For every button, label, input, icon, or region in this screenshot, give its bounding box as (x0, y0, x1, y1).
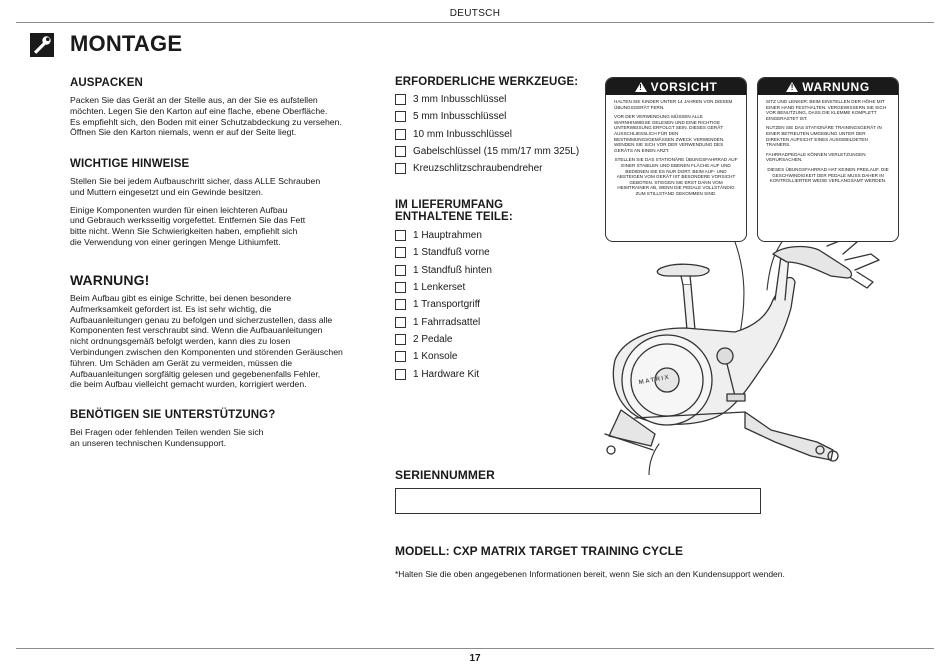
part-item (395, 296, 595, 313)
checkbox[interactable] (395, 230, 406, 241)
footer-rule (16, 648, 934, 649)
part-label: 1 Transportgriff (413, 299, 481, 311)
parts-heading-line: IM LIEFERUMFANG (395, 199, 504, 211)
checkbox[interactable] (395, 129, 406, 140)
text-line: Beim Aufbau gibt es einige Schritte, bei denen besondere (70, 293, 292, 303)
section-auspacken (70, 77, 370, 138)
checkbox[interactable] (395, 317, 406, 328)
part-label: 1 Hardware Kit (413, 368, 480, 380)
text-line: bitte nicht. Wenn Sie Schwierigkeiten haben, empfiehlt sich (70, 226, 298, 237)
tool-item (395, 91, 595, 108)
caution-title: VORSICHT (650, 79, 718, 94)
part-item (395, 262, 595, 279)
checkbox[interactable] (395, 265, 406, 276)
checkbox[interactable] (395, 163, 406, 174)
checkbox[interactable] (395, 146, 406, 157)
caution-para: STELLEN SIE DAS STATIONÄRE ÜBUNGSFAHRRAD AUF EINER STABILEN UND EBENEN FLÄCHE AUF UND BEDIENEN SIE ES NUR DORT. BEIM AUF- UND ABSTEIGEN VOM GERÄT IST BESONDERE VORSICHT GEBOTEN. STEIGEN SIE ERST DANN VOM HEIMTRAINER AB, WENN DIE PEDALE VOLLSTÄNDIG ZUM STILLSTAND GEKOMMEN SIND. (614, 157, 738, 196)
section-parts (395, 199, 595, 383)
tools-list (395, 91, 595, 177)
model-name: MODELL: CXP MATRIX TARGET TRAINING CYCLE (395, 544, 683, 558)
warning-para: SITZ UND LENKER: BEIM EINSTELLEN DER HÖHE MIT EINER HAND FESTHALTEN. VERGEWISSERN SIE SICH VOR BENUTZUNG, DASS DIE KLEMME KOMPLETT EINGERASTET IST. (766, 99, 887, 121)
warning-text (758, 99, 898, 184)
section-hinweise (70, 158, 370, 248)
checkbox[interactable] (395, 111, 406, 122)
warning-para: NUTZEN SIE DAS STATIONÄRE TRAININGSGERÄT IN EINER BETREUTEN UMGEBUNG UNTER DER DIREKTEN AUFSICHT EINES AUSGEBILDETEN TRAINERS. (766, 125, 882, 148)
support-note: *Halten Sie die oben angegebenen Informationen bereit, wenn Sie sich an den Kundensupport wenden. (395, 569, 785, 579)
warning-para: DIESES ÜBUNGSFAHRRAD HAT KEINEN FREILAUF. DIE GESCHWINDIGKEIT DER PEDALE MUSS DAHER IN KONTROLLIERTER WEISE VERLANGSAMT WERDEN. (767, 166, 889, 184)
hinweise-text-2 (70, 205, 370, 248)
caution-para: HALTEN SIE KINDER UNTER 14 JAHREN VON DIESEM ÜBUNGSGERÄT FERN. (614, 99, 733, 110)
caution-label (605, 77, 747, 242)
tool-label: Kreuzschlitzschraubendreher (413, 163, 543, 175)
text-line: Packen Sie das Gerät an der Stelle aus, an der Sie es aufstellen (70, 95, 318, 105)
tool-label: Gabelschlüssel (15 mm/17 mm 325L) (413, 146, 580, 158)
part-item (395, 365, 595, 382)
checkbox[interactable] (395, 369, 406, 380)
tools-heading: ERFORDERLICHE WERKZEUGE: (395, 76, 579, 88)
checkbox[interactable] (395, 299, 406, 310)
warnung-heading: WARNUNG! (70, 272, 150, 288)
warning-para: FAHRRADPEDALE KÖNNEN VERLETZUNGEN VERURSACHEN. (766, 151, 866, 163)
part-label: 1 Fahrradsattel (413, 316, 481, 328)
tool-label: 5 mm Inbusschlüssel (413, 111, 507, 123)
text-line: Stellen Sie bei jedem Aufbauschritt sicher, dass ALLE Schrauben (70, 176, 321, 186)
section-warnung (70, 272, 370, 390)
part-label: 1 Standfuß hinten (413, 264, 492, 276)
text-line: die Verwendung von einer geringen Menge Lithiumfett. (70, 236, 281, 247)
auspacken-text (70, 95, 370, 138)
tool-item (395, 126, 595, 143)
warning-label (757, 77, 899, 242)
tool-label: 10 mm Inbusschlüssel (413, 128, 512, 140)
serial-number-field[interactable] (395, 488, 761, 514)
part-label: 1 Konsole (413, 351, 458, 363)
part-label: 1 Standfuß vorne (413, 247, 490, 259)
parts-heading (395, 199, 595, 223)
part-item (395, 279, 595, 296)
part-item (395, 227, 595, 244)
tool-label: 3 mm Inbusschlüssel (413, 94, 507, 106)
part-label: 1 Lenkerset (413, 282, 466, 294)
bike-brand-label: MATRIX (638, 374, 671, 387)
checkbox[interactable] (395, 334, 406, 345)
checkbox[interactable] (395, 247, 406, 258)
tool-item (395, 143, 595, 160)
text-line: möchten. Legen Sie den Karton auf eine flache, ebene Oberfläche. (70, 105, 328, 116)
section-tools (395, 76, 595, 177)
text-line: Öffnen Sie den Karton niemals, wenn er auf der Seite liegt. (70, 127, 297, 138)
caution-para: VOR DER VERWENDUNG MÜSSEN ALLE WARNHINWEISE GELESEN UND EINE RICHTIGE UNTERWEISUNG ERFOLGT SEIN. DIESES GERÄT AUSSCHLIESSLICH FÜR DEN BESTIMMUNGSGEMÄSSEN ZWECK VERWENDEN. WENDEN SIE SICH VOR DER VERWENDUNG DES GERÄTS AN EINEN ARZT. (614, 114, 725, 153)
text-line: die beim Aufbau vielleicht gemacht wurden, korrigiert werden. (70, 379, 307, 390)
tool-item (395, 108, 595, 125)
text-line: Bei Fragen oder fehlenden Teilen wenden Sie sich (70, 427, 264, 437)
caution-text (606, 99, 746, 197)
text-line: Einige Komponenten wurden für einen leichteren Aufbau (70, 204, 288, 215)
section-support (70, 409, 370, 449)
text-line: führen. Um Schäden am Gerät zu vermeiden, müssen die (70, 357, 293, 368)
warnung-text (70, 293, 370, 390)
checkbox[interactable] (395, 351, 406, 362)
warning-title: WARNUNG (802, 79, 870, 94)
part-item (395, 313, 595, 330)
part-label: 2 Pedale (413, 333, 453, 345)
serial-heading: SERIENNUMMER (395, 468, 495, 482)
text-line: Aufmerksamkeit gefordert ist. Es ist sehr wichtig, die (70, 303, 272, 314)
text-line: Aufbauanleitungen genau zu befolgen und sicherzustellen, dass alle (70, 314, 333, 325)
support-text (70, 427, 370, 449)
checkbox[interactable] (395, 282, 406, 293)
warning-triangle-icon (635, 82, 647, 92)
text-line: und Gebrauch werksseitig vorgefettet. Entfernen Sie das Fett (70, 215, 306, 226)
auspacken-heading: AUSPACKEN (70, 77, 143, 89)
page-number: 17 (469, 653, 481, 664)
parts-list (395, 227, 595, 383)
warning-header (758, 78, 898, 95)
checkbox[interactable] (395, 94, 406, 105)
hinweise-text-1 (70, 176, 370, 198)
warning-triangle-icon (786, 82, 798, 92)
parts-heading-line: ENTHALTENE TEILE: (395, 211, 513, 223)
page-title: MONTAGE (70, 31, 183, 56)
text-line: Verbindungen zwischen den Komponenten und störenden Geräuschen (70, 346, 343, 357)
hinweise-heading: WICHTIGE HINWEISE (70, 158, 190, 170)
text-line: Es empfiehlt sich, den Boden mit einer Schutzabdeckung zu versehen. (70, 116, 342, 127)
tool-item (395, 160, 595, 177)
caution-header (606, 78, 746, 95)
part-label: 1 Hauptrahmen (413, 230, 482, 242)
text-line: und Muttern eingesetzt und ein Gewinde besitzen. (70, 186, 264, 197)
language-label: DEUTSCH (449, 8, 501, 19)
header-rule (16, 22, 934, 23)
text-line: an unseren technischen Kundensupport. (70, 437, 227, 448)
part-item (395, 348, 595, 365)
wrench-icon (30, 33, 54, 57)
support-heading: BENÖTIGEN SIE UNTERSTÜTZUNG? (70, 409, 276, 421)
text-line: nicht ordnungsgemäß befolgt werden, kann dies zu losen (70, 336, 291, 347)
text-line: Komponenten fest verschraubt sind. Wenn die Aufbauanleitungen (70, 325, 323, 336)
part-item (395, 331, 595, 348)
text-line: Aufbauanleitungen sorgfältig gelesen und gegebenenfalls Fehler, (70, 368, 321, 379)
part-item (395, 244, 595, 261)
